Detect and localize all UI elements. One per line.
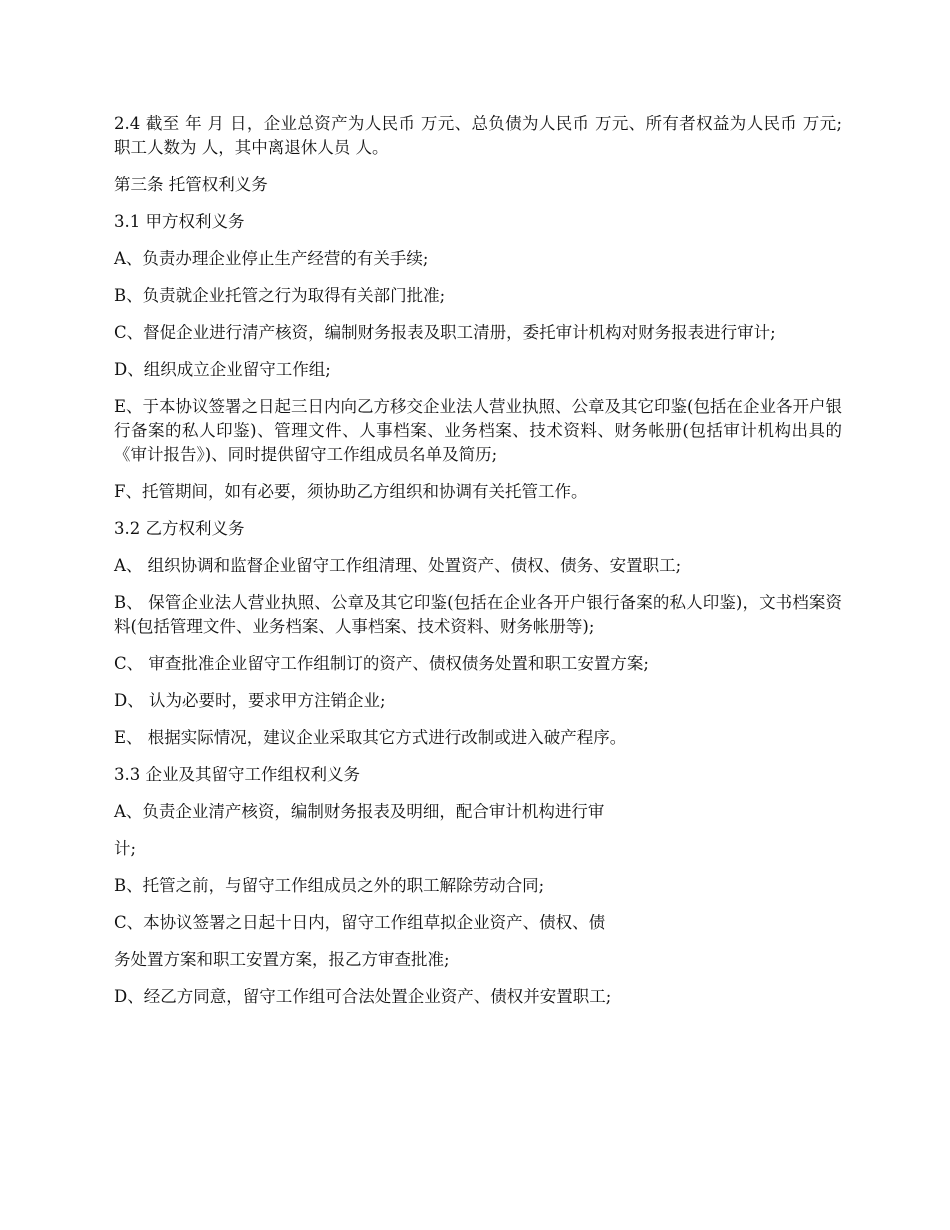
heading-article-3: 第三条 托管权利义务 bbox=[114, 175, 268, 194]
paragraph-3-2-b: B、 保管企业法人营业执照、公章及其它印鉴(包括在企业各开户银行备案的私人印鉴)，文书档案资料(包括管理文件、业务档案、人事档案、技术资料、财务帐册等); bbox=[114, 593, 842, 636]
paragraph-3-2-e: E、 根据实际情况，建议企业采取其它方式进行改制或进入破产程序。 bbox=[114, 728, 627, 747]
heading-3-2: 3.2 乙方权利义务 bbox=[114, 519, 245, 538]
paragraph-3-2-d: D、 认为必要时，要求甲方注销企业; bbox=[114, 691, 386, 710]
paragraph-3-1-b: B、负责就企业托管之行为取得有关部门批准; bbox=[114, 286, 446, 305]
paragraph-3-1-e: E、于本协议签署之日起三日内向乙方移交企业法人营业执照、公章及其它印鉴(包括在企业各开户银行备案的私人印鉴)、管理文件、人事档案、业务档案、技术资料、财务帐册(包括审计机构出具的《审计报告》)、同时提供留守工作组成员名单及简历; bbox=[114, 397, 842, 464]
heading-3-1: 3.1 甲方权利义务 bbox=[114, 212, 245, 231]
paragraph-3-3-a: A、负责企业清产核资，编制财务报表及明细，配合审计机构进行审 bbox=[114, 802, 605, 821]
paragraph-3-2-c: C、 审查批准企业留守工作组制订的资产、债权债务处置和职工安置方案; bbox=[114, 654, 649, 673]
paragraph-3-3-c-cont: 务处置方案和职工安置方案，报乙方审查批准; bbox=[114, 950, 450, 969]
paragraph-3-2-a: A、 组织协调和监督企业留守工作组清理、处置资产、债权、债务、安置职工; bbox=[114, 556, 682, 575]
paragraph-3-3-d: D、经乙方同意，留守工作组可合法处置企业资产、债权并安置职工; bbox=[114, 987, 612, 1006]
paragraph-3-1-f: F、托管期间，如有必要，须协助乙方组织和协调有关托管工作。 bbox=[114, 482, 588, 501]
document-body bbox=[114, 112, 842, 1022]
paragraph-2-4-assets: 2.4 截至 年 月 日，企业总资产为人民币 万元、总负债为人民币 万元、所有者权益为人民币 万元;职工人数为 人，其中离退休人员 人。 bbox=[114, 114, 842, 157]
heading-3-3: 3.3 企业及其留守工作组权利义务 bbox=[114, 765, 360, 784]
paragraph-3-1-d: D、组织成立企业留守工作组; bbox=[114, 360, 331, 379]
paragraph-3-1-a: A、负责办理企业停止生产经营的有关手续; bbox=[114, 249, 429, 268]
paragraph-3-3-c: C、本协议签署之日起十日内，留守工作组草拟企业资产、债权、债 bbox=[114, 913, 606, 932]
paragraph-3-1-c: C、督促企业进行清产核资，编制财务报表及职工清册，委托审计机构对财务报表进行审计; bbox=[114, 323, 776, 342]
paragraph-3-3-a-cont: 计; bbox=[114, 839, 137, 858]
paragraph-3-3-b: B、托管之前，与留守工作组成员之外的职工解除劳动合同; bbox=[114, 876, 545, 895]
